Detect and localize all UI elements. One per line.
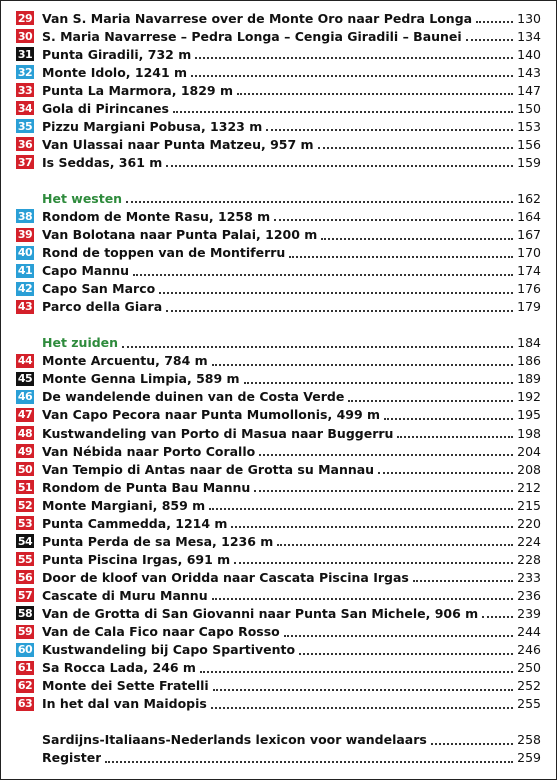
route-title: Rondom de Punta Bau Mannu bbox=[42, 479, 251, 495]
route-title: Van S. Maria Navarrese over de Monte Oro naar Pedra Longa bbox=[42, 10, 473, 26]
dot-leader bbox=[234, 562, 513, 564]
route-title: Gola di Pirincanes bbox=[42, 100, 169, 116]
route-row[interactable] bbox=[16, 514, 541, 532]
page-number: 252 bbox=[517, 678, 541, 694]
route-row[interactable] bbox=[16, 117, 541, 135]
route-number-badge: 49 bbox=[17, 444, 33, 458]
dot-leader bbox=[321, 238, 513, 240]
route-title: Pizzu Margiani Pobusa, 1323 m bbox=[42, 118, 263, 134]
page-number: 150 bbox=[517, 100, 541, 116]
route-title: Door de kloof van Oridda naar Cascata Piscina Irgas bbox=[42, 569, 409, 585]
dot-leader bbox=[318, 147, 514, 149]
route-title: Monte Genna Limpia, 589 m bbox=[42, 371, 240, 387]
page-number: 192 bbox=[517, 389, 541, 405]
route-row[interactable] bbox=[16, 45, 541, 63]
route-title: Van Capo Pecora naar Punta Mumollonis, 499 m bbox=[42, 407, 381, 423]
page-number: 259 bbox=[517, 750, 541, 766]
route-title: Van Ulassai naar Punta Matzeu, 957 m bbox=[42, 136, 314, 152]
route-number-badge: 62 bbox=[17, 679, 33, 693]
route-row[interactable] bbox=[16, 27, 541, 45]
appendix-row[interactable] bbox=[16, 731, 541, 749]
route-number-badge: 33 bbox=[17, 83, 33, 97]
dot-leader bbox=[166, 165, 513, 167]
page-number: 239 bbox=[517, 605, 541, 621]
page-number: 174 bbox=[517, 263, 541, 279]
table-of-contents bbox=[16, 9, 541, 767]
route-title: Van Tempio di Antas naar de Grotta su Mannau bbox=[42, 461, 375, 477]
route-number-badge: 38 bbox=[17, 209, 33, 223]
route-row[interactable] bbox=[16, 460, 541, 478]
page-number: 224 bbox=[517, 533, 541, 549]
route-row[interactable] bbox=[16, 604, 541, 622]
route-number-badge: 50 bbox=[17, 462, 33, 476]
route-title: Capo Mannu bbox=[42, 263, 130, 279]
route-title: Van de Cala Fico naar Capo Rosso bbox=[42, 624, 280, 640]
dot-leader bbox=[259, 454, 513, 456]
dot-leader bbox=[397, 436, 513, 438]
dot-leader bbox=[431, 743, 513, 745]
route-row[interactable] bbox=[16, 9, 541, 27]
route-row[interactable] bbox=[16, 81, 541, 99]
group-spacer bbox=[16, 171, 541, 189]
route-row[interactable] bbox=[16, 153, 541, 171]
page-number: 189 bbox=[517, 371, 541, 387]
page-number: 162 bbox=[517, 190, 541, 206]
route-row[interactable] bbox=[16, 370, 541, 388]
route-row[interactable] bbox=[16, 641, 541, 659]
route-number-badge: 47 bbox=[17, 408, 33, 422]
page-number: 156 bbox=[517, 136, 541, 152]
route-title: S. Maria Navarrese – Pedra Longa – Cengia Giradili – Baunei bbox=[42, 28, 462, 44]
dot-leader bbox=[173, 111, 513, 113]
dot-leader bbox=[413, 580, 513, 582]
route-row[interactable] bbox=[16, 99, 541, 117]
route-title: De wandelende duinen van de Costa Verde bbox=[42, 389, 345, 405]
route-row[interactable] bbox=[16, 695, 541, 713]
section-heading-row[interactable] bbox=[16, 189, 541, 207]
dot-leader bbox=[466, 39, 513, 41]
route-row[interactable] bbox=[16, 280, 541, 298]
route-row[interactable] bbox=[16, 623, 541, 641]
route-title: Punta Cammedda, 1214 m bbox=[42, 515, 228, 531]
route-row[interactable] bbox=[16, 568, 541, 586]
page-number: 140 bbox=[517, 46, 541, 62]
route-title: Punta Perda de sa Mesa, 1236 m bbox=[42, 533, 274, 549]
page-number: 167 bbox=[517, 227, 541, 243]
route-title: Rondom de Monte Rasu, 1258 m bbox=[42, 208, 271, 224]
route-title: Is Seddas, 361 m bbox=[42, 154, 163, 170]
route-row[interactable] bbox=[16, 478, 541, 496]
route-number-badge: 39 bbox=[17, 228, 33, 242]
page-number: 159 bbox=[517, 154, 541, 170]
route-number-badge: 41 bbox=[17, 264, 33, 278]
route-row[interactable] bbox=[16, 532, 541, 550]
route-title: Monte dei Sette Fratelli bbox=[42, 678, 209, 694]
page-number: 195 bbox=[517, 407, 541, 423]
dot-leader bbox=[200, 671, 513, 673]
group-spacer bbox=[16, 316, 541, 334]
route-number-badge: 37 bbox=[17, 155, 33, 169]
dot-leader bbox=[211, 707, 513, 709]
route-number-badge: 55 bbox=[17, 552, 33, 566]
route-number-badge: 45 bbox=[17, 372, 33, 386]
page-number: 228 bbox=[517, 551, 541, 567]
dot-leader bbox=[378, 472, 513, 474]
route-title: Van Nébida naar Porto Corallo bbox=[42, 443, 256, 459]
route-title: Rond de toppen van de Montiferru bbox=[42, 245, 286, 261]
route-title: In het dal van Maidopis bbox=[42, 696, 207, 712]
page-number: 204 bbox=[517, 443, 541, 459]
route-row[interactable] bbox=[16, 659, 541, 677]
dot-leader bbox=[277, 544, 513, 546]
page-number: 246 bbox=[517, 642, 541, 658]
page-number: 170 bbox=[517, 245, 541, 261]
route-number-badge: 52 bbox=[17, 498, 33, 512]
dot-leader bbox=[482, 616, 513, 618]
dot-leader bbox=[274, 219, 513, 221]
dot-leader bbox=[133, 274, 513, 276]
dot-leader bbox=[212, 598, 514, 600]
route-title: Punta Giradili, 732 m bbox=[42, 46, 192, 62]
route-title: Parco della Giara bbox=[42, 299, 163, 315]
route-row[interactable] bbox=[16, 244, 541, 262]
dot-leader bbox=[348, 400, 513, 402]
page-number: 258 bbox=[517, 732, 541, 748]
route-number-badge: 42 bbox=[17, 282, 33, 296]
route-title: Monte Idolo, 1241 m bbox=[42, 64, 188, 80]
route-number-badge: 59 bbox=[17, 625, 33, 639]
route-number-badge: 44 bbox=[17, 354, 33, 368]
route-number-badge: 40 bbox=[17, 246, 33, 260]
dot-leader bbox=[237, 93, 513, 95]
route-title: Cascate di Muru Mannu bbox=[42, 587, 208, 603]
route-number-badge: 61 bbox=[17, 661, 33, 675]
route-row[interactable] bbox=[16, 550, 541, 568]
page-number: 186 bbox=[517, 353, 541, 369]
route-number-badge: 57 bbox=[17, 588, 33, 602]
route-number-badge: 56 bbox=[17, 570, 33, 584]
route-row[interactable] bbox=[16, 388, 541, 406]
page-number: 143 bbox=[517, 64, 541, 80]
route-number-badge: 63 bbox=[17, 697, 33, 711]
page-number: 164 bbox=[517, 208, 541, 224]
dot-leader bbox=[254, 490, 513, 492]
section-title: Het westen bbox=[42, 190, 123, 206]
page-number: 208 bbox=[517, 461, 541, 477]
route-row[interactable] bbox=[16, 352, 541, 370]
route-number-badge: 58 bbox=[17, 606, 33, 620]
route-title: Capo San Marco bbox=[42, 281, 156, 297]
page-number: 233 bbox=[517, 569, 541, 585]
route-title: Monte Arcuentu, 784 m bbox=[42, 353, 208, 369]
route-title: Van Bolotana naar Punta Palai, 1200 m bbox=[42, 227, 318, 243]
dot-leader bbox=[122, 346, 513, 348]
route-row[interactable] bbox=[16, 135, 541, 153]
section-heading-row[interactable] bbox=[16, 334, 541, 352]
route-title: Kustwandeling van Porto di Masua naar Buggerru bbox=[42, 425, 394, 441]
route-title: Sa Rocca Lada, 246 m bbox=[42, 660, 196, 676]
route-row[interactable] bbox=[16, 298, 541, 316]
route-number-badge: 32 bbox=[17, 65, 33, 79]
page-number: 184 bbox=[517, 335, 541, 351]
route-row[interactable] bbox=[16, 207, 541, 225]
route-number-badge: 29 bbox=[17, 11, 33, 25]
route-row[interactable] bbox=[16, 586, 541, 604]
dot-leader bbox=[212, 364, 513, 366]
page-number: 179 bbox=[517, 299, 541, 315]
dot-leader bbox=[209, 508, 513, 510]
route-number-badge: 36 bbox=[17, 137, 33, 151]
dot-leader bbox=[213, 689, 513, 691]
page-number: 236 bbox=[517, 587, 541, 603]
section-title: Het zuiden bbox=[42, 335, 119, 351]
route-title: Van de Grotta di San Giovanni naar Punta San Michele, 906 m bbox=[42, 605, 479, 621]
dot-leader bbox=[289, 256, 513, 258]
route-number-badge: 35 bbox=[17, 119, 33, 133]
route-row[interactable] bbox=[16, 677, 541, 695]
page-number: 255 bbox=[517, 696, 541, 712]
dot-leader bbox=[159, 292, 513, 294]
route-number-badge: 54 bbox=[17, 534, 33, 548]
page-number: 147 bbox=[517, 82, 541, 98]
appendix-row[interactable] bbox=[16, 749, 541, 767]
route-row[interactable] bbox=[16, 63, 541, 81]
dot-leader bbox=[231, 526, 513, 528]
page-number: 176 bbox=[517, 281, 541, 297]
route-row[interactable] bbox=[16, 496, 541, 514]
dot-leader bbox=[191, 75, 513, 77]
page-number: 198 bbox=[517, 425, 541, 441]
dot-leader bbox=[266, 129, 513, 131]
route-number-badge: 48 bbox=[17, 426, 33, 440]
route-number-badge: 30 bbox=[17, 29, 33, 43]
route-title: Monte Margiani, 859 m bbox=[42, 497, 206, 513]
route-number-badge: 34 bbox=[17, 101, 33, 115]
route-number-badge: 60 bbox=[17, 643, 33, 657]
group-spacer bbox=[16, 713, 541, 731]
page-number: 220 bbox=[517, 515, 541, 531]
page-number: 212 bbox=[517, 479, 541, 495]
dot-leader bbox=[166, 310, 513, 312]
page-number: 244 bbox=[517, 624, 541, 640]
route-row[interactable] bbox=[16, 262, 541, 280]
dot-leader bbox=[105, 761, 513, 763]
dot-leader bbox=[476, 21, 513, 23]
dot-leader bbox=[195, 57, 513, 59]
route-row[interactable] bbox=[16, 442, 541, 460]
route-title: Punta La Marmora, 1829 m bbox=[42, 82, 233, 98]
route-title: Kustwandeling bij Capo Spartivento bbox=[42, 642, 296, 658]
dot-leader bbox=[126, 201, 513, 203]
route-number-badge: 31 bbox=[17, 47, 33, 61]
route-row[interactable] bbox=[16, 406, 541, 424]
route-title: Punta Piscina Irgas, 691 m bbox=[42, 551, 231, 567]
page-number: 134 bbox=[517, 28, 541, 44]
page-number: 250 bbox=[517, 660, 541, 676]
page-number: 130 bbox=[517, 10, 541, 26]
route-number-badge: 43 bbox=[17, 300, 33, 314]
route-number-badge: 53 bbox=[17, 516, 33, 530]
route-row[interactable] bbox=[16, 424, 541, 442]
dot-leader bbox=[244, 382, 514, 384]
route-title: Register bbox=[42, 750, 102, 766]
dot-leader bbox=[384, 418, 513, 420]
dot-leader bbox=[299, 653, 513, 655]
page-number: 215 bbox=[517, 497, 541, 513]
route-title: Sardijns-Italiaans-Nederlands lexicon voor wandelaars bbox=[42, 732, 427, 748]
route-number-badge: 46 bbox=[17, 390, 33, 404]
route-number-badge: 51 bbox=[17, 480, 33, 494]
route-row[interactable] bbox=[16, 226, 541, 244]
dot-leader bbox=[284, 635, 513, 637]
page-number: 153 bbox=[517, 118, 541, 134]
